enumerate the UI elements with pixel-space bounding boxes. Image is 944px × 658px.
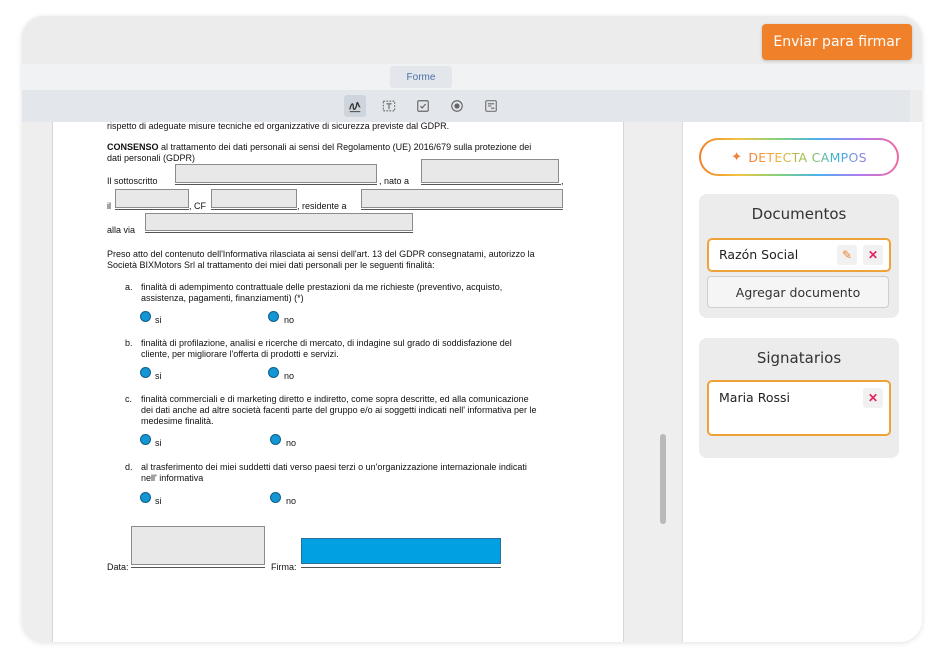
radio-no[interactable] (268, 311, 279, 322)
detect-fields-button[interactable] (699, 138, 899, 176)
consent-bold: CONSENSO (107, 142, 159, 152)
item-text: assistenza, pagamenti, finanziamenti) (*) (141, 293, 304, 303)
edit-icon[interactable]: ✎ (837, 245, 857, 265)
consent-line2: dati personali (GDPR) (107, 153, 196, 163)
delete-icon[interactable]: ✕ (863, 245, 883, 265)
forms-strip (22, 64, 922, 90)
app-window (22, 16, 922, 642)
radio-yes[interactable] (140, 492, 151, 503)
signature-tool[interactable] (344, 95, 366, 117)
underline (361, 209, 563, 210)
checkbox-tool[interactable] (412, 95, 434, 117)
birthplace-field[interactable] (421, 159, 559, 183)
birthdate-field[interactable] (115, 189, 189, 208)
text-field-tool[interactable] (378, 95, 400, 117)
intro-line1: Preso atto del contenuto dell'Informativa rilasciata ai sensi dell'art. 13 del GDPR consegnatami, autorizzo la (107, 249, 535, 259)
name-field[interactable] (175, 164, 377, 183)
signer-name: Maria Rossi (719, 390, 790, 405)
document-page (52, 122, 624, 642)
radio-no[interactable] (270, 492, 281, 503)
residence-field[interactable] (361, 189, 563, 208)
item-letter: d. (125, 462, 133, 472)
consent-text: al trattamento dei dati personali ai sensi del Regolamento (UE) 2016/679 sulla protezione dei (158, 142, 532, 152)
radio-yes[interactable] (140, 311, 151, 322)
radio-no[interactable] (268, 367, 279, 378)
date-label: Data: (107, 562, 129, 572)
doc-top-line: rispetto di adeguate misure tecniche ed organizzative di sicurezza previste dal GDPR. (107, 121, 450, 131)
detect-fields-label: DETECTA CAMPOS (748, 149, 867, 165)
document-viewer[interactable] (22, 122, 682, 642)
item-text: nell' informativa (141, 473, 204, 483)
comma: , (561, 176, 564, 186)
form-icon (484, 99, 498, 113)
item-text: cliente, per migliorare l'offerta di prodotti e servizi. (141, 349, 339, 359)
radio-no[interactable] (270, 434, 281, 445)
underline (421, 184, 561, 185)
scrollbar[interactable] (660, 434, 666, 524)
radio-yes[interactable] (140, 367, 151, 378)
signer-item[interactable] (707, 380, 891, 436)
item-letter: c. (125, 394, 133, 404)
no-label: no (284, 371, 295, 381)
underline (115, 209, 189, 210)
no-label: no (286, 496, 297, 506)
no-label: no (284, 315, 295, 325)
sparkle-icon: ✦ (731, 149, 743, 165)
yes-label: si (155, 438, 162, 448)
radio-yes[interactable] (140, 434, 151, 445)
send-for-signature-button[interactable]: Enviar para firmar (762, 24, 912, 60)
yes-label: si (155, 315, 162, 325)
undersigned-label: Il sottoscritto (107, 176, 158, 186)
tab-forms[interactable]: Forme (390, 66, 452, 88)
via-label: alla via (107, 225, 136, 235)
radio-tool[interactable] (446, 95, 468, 117)
documents-card (699, 194, 899, 318)
signature-field[interactable] (301, 538, 501, 564)
item-text: al trasferimento dei miei suddetti dati verso paesi terzi o un'organizzazione internazionale indicati (141, 462, 527, 472)
top-bar (22, 16, 922, 64)
underline (145, 232, 413, 233)
yes-label: si (155, 371, 162, 381)
cf-label: , CF (189, 201, 206, 211)
no-label: no (286, 438, 297, 448)
delete-icon[interactable]: ✕ (863, 388, 883, 408)
cf-field[interactable] (211, 189, 297, 208)
address-field[interactable] (145, 213, 413, 231)
item-text: finalità commerciali e di marketing diretto e indiretto, come sopra descritte, ed alla comunicazione (141, 394, 529, 404)
item-text: finalità di adempimento contrattuale delle prestazioni da me richieste (preventivo, acquisto, (141, 282, 503, 292)
documents-title: Documentos (751, 205, 847, 223)
signature-label: Firma: (271, 562, 297, 572)
date-field[interactable] (131, 526, 265, 565)
text-field-icon (382, 99, 396, 113)
radio-icon (450, 99, 464, 113)
item-letter: b. (125, 338, 133, 348)
date-il-label: il (107, 201, 111, 211)
form-tool[interactable] (480, 95, 502, 117)
item-text: finalità di profilazione, analisi e ricerche di mercato, di indagine sul grado di soddisfazione del (141, 338, 512, 348)
consent-heading (107, 142, 531, 153)
checkbox-icon (416, 99, 430, 113)
item-letter: a. (125, 282, 133, 292)
born-in-label: , nato a (379, 176, 410, 186)
document-name: Razón Social (719, 247, 799, 262)
signature-icon (348, 99, 362, 113)
item-text: dei dati anche ad altre società facenti parte del gruppo e/o ai soggetti indicati nell' informativa per le (141, 405, 537, 415)
underline (131, 567, 265, 568)
signers-title: Signatarios (756, 349, 842, 367)
side-panel (682, 122, 922, 642)
item-text: medesime finalità. (141, 416, 214, 426)
add-document-button[interactable]: Agregar documento (707, 276, 889, 308)
resident-label: , residente a (297, 201, 347, 211)
intro-line2: Società BIXMotors Srl al trattamento dei miei dati personali per le seguenti finalità: (107, 260, 435, 270)
signers-card (699, 338, 899, 458)
field-toolbar (22, 90, 910, 122)
underline (211, 209, 297, 210)
underline (301, 567, 501, 568)
underline (175, 184, 377, 185)
yes-label: si (155, 496, 162, 506)
document-item[interactable] (707, 238, 891, 272)
